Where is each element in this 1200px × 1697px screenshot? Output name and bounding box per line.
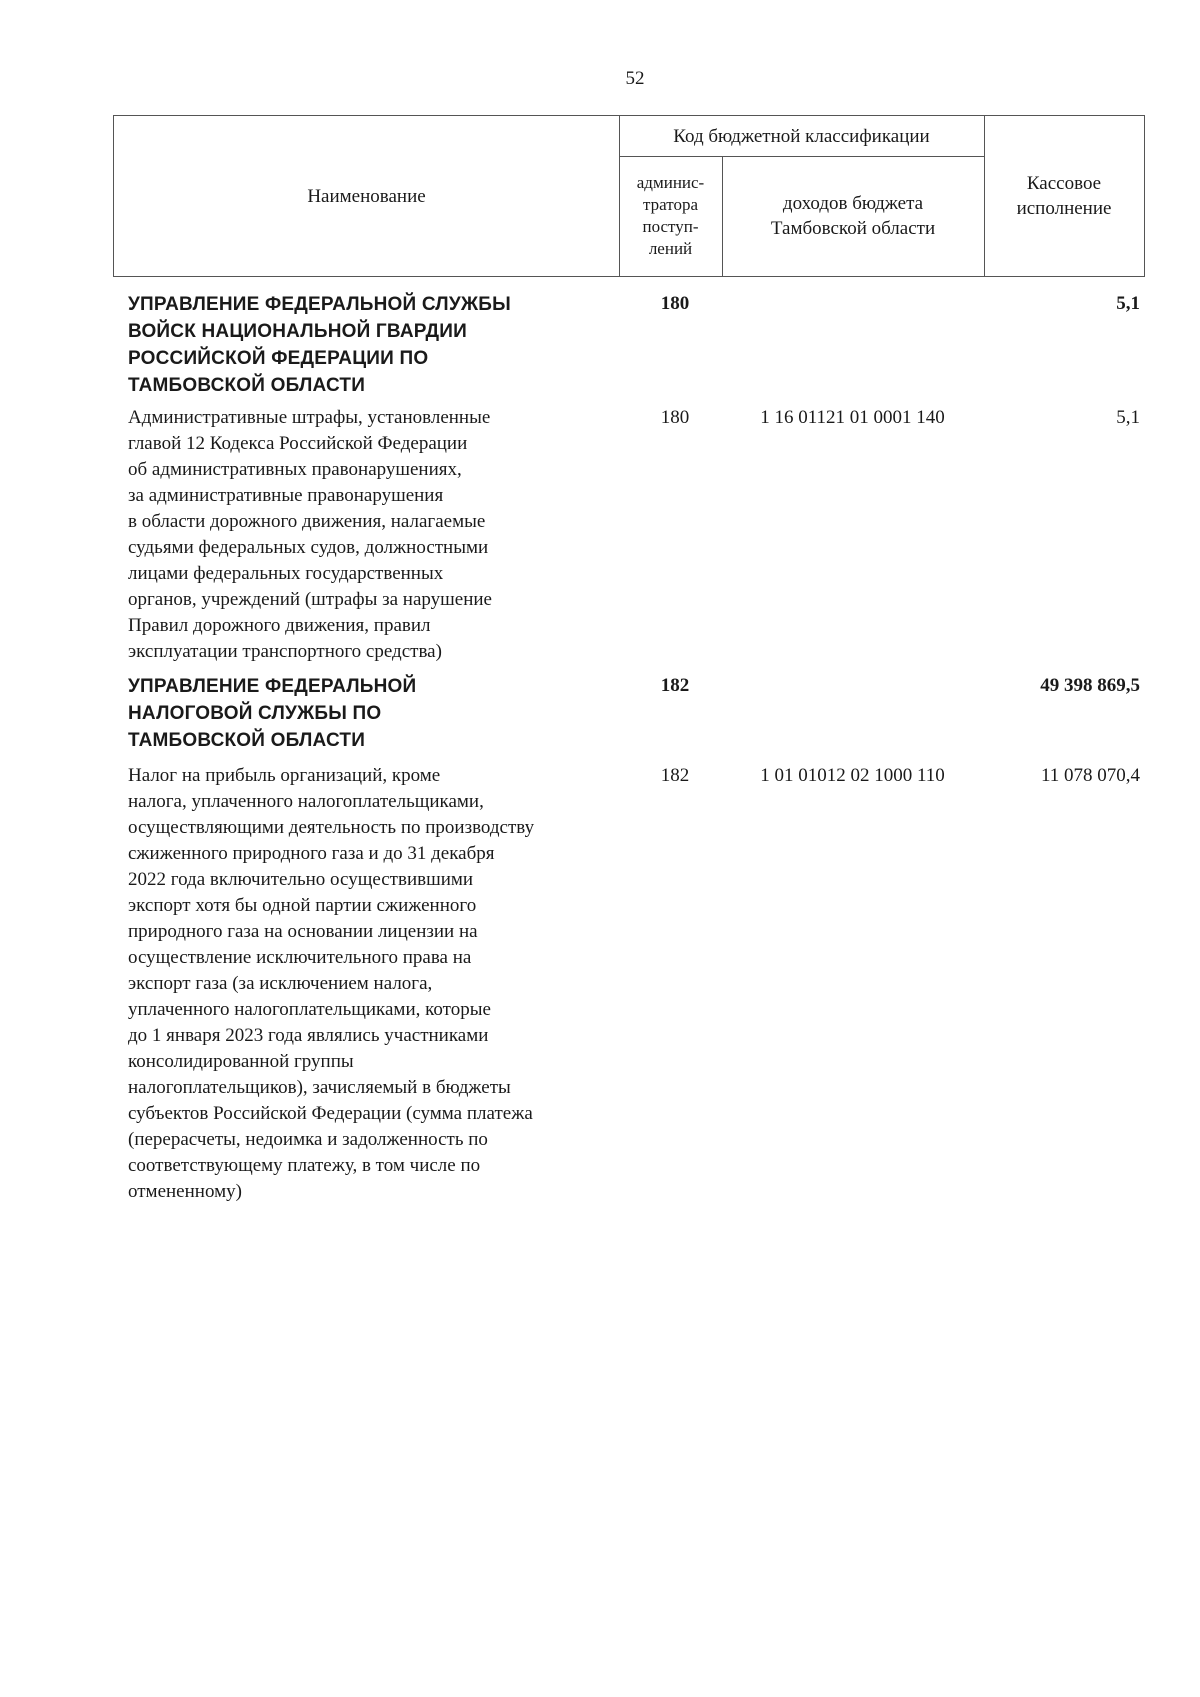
- item-description: [128, 763, 618, 1205]
- cash-amount: 11 078 070,4: [1040, 765, 1140, 786]
- name-line: судьями федеральных судов, должностными: [128, 537, 489, 558]
- name-line: сжиженного природного газа и до 31 декабря: [128, 843, 495, 864]
- name-line: экспорт газа (за исключением налога,: [128, 973, 433, 994]
- header-cash-cell: [984, 116, 1144, 276]
- name-line: Налог на прибыль организаций, кроме: [128, 765, 441, 786]
- header-admin-line: админис-: [636, 173, 705, 192]
- name-line: до 1 января 2023 года являлись участниками: [128, 1025, 489, 1046]
- header-income-line: доходов бюджета: [782, 193, 924, 214]
- name-line: экспорт хотя бы одной партии сжиженного: [128, 895, 477, 916]
- name-line: УПРАВЛЕНИЕ ФЕДЕРАЛЬНОЙ СЛУЖБЫ: [128, 294, 511, 315]
- header-cash-line: Кассовое: [1026, 173, 1102, 194]
- header-income-line: Тамбовской области: [770, 218, 936, 239]
- name-line: ТАМБОВСКОЙ ОБЛАСТИ: [128, 730, 366, 751]
- name-line: консолидированной группы: [128, 1051, 354, 1072]
- header-name: Наименование: [307, 185, 426, 207]
- name-line: уплаченного налогоплательщиками, которые: [128, 999, 491, 1020]
- header-income-cell: [722, 156, 984, 276]
- name-line: НАЛОГОВОЙ СЛУЖБЫ ПО: [128, 703, 382, 724]
- name-line: отмененному): [128, 1181, 242, 1202]
- name-line: эксплуатации транспортного средства): [128, 641, 442, 662]
- budget-code: 1 01 01012 02 1000 110: [760, 765, 945, 786]
- cash-amount: 5,1: [1116, 407, 1140, 428]
- admin-code: 180: [660, 293, 690, 314]
- name-line: главой 12 Кодекса Российской Федерации: [128, 433, 468, 454]
- name-line: Административные штрафы, установленные: [128, 407, 491, 428]
- admin-code: 182: [660, 675, 690, 696]
- name-line: природного газа на основании лицензии на: [128, 921, 478, 942]
- name-line: об административных правонарушениях,: [128, 459, 462, 480]
- header-code-group: Код бюджетной классификации: [673, 125, 930, 147]
- name-line: налога, уплаченного налогоплательщиками,: [128, 791, 484, 812]
- header-code-group-cell: [619, 116, 984, 156]
- name-line: Правил дорожного движения, правил: [128, 615, 431, 636]
- admin-code: 180: [660, 407, 690, 428]
- budget-code: 1 16 01121 01 0001 140: [760, 407, 945, 428]
- header-cash-line: исполнение: [1016, 198, 1112, 219]
- name-line: лицами федеральных государственных: [128, 563, 444, 584]
- name-line: ВОЙСК НАЦИОНАЛЬНОЙ ГВАРДИИ: [128, 321, 467, 342]
- name-line: налогоплательщиков), зачисляемый в бюджеты: [128, 1077, 511, 1098]
- name-line: осуществляющими деятельность по производству: [128, 817, 535, 838]
- name-line: УПРАВЛЕНИЕ ФЕДЕРАЛЬНОЙ: [128, 676, 417, 697]
- agency-name: [128, 291, 618, 399]
- header-admin-line: тратора: [643, 195, 698, 214]
- name-line: осуществление исключительного права на: [128, 947, 472, 968]
- item-description: [128, 405, 618, 665]
- name-line: (перерасчеты, недоимка и задолженность по: [128, 1129, 488, 1150]
- cash-amount: 49 398 869,5: [1040, 675, 1140, 696]
- name-line: 2022 года включительно осуществившими: [128, 869, 474, 890]
- name-line: в области дорожного движения, налагаемые: [128, 511, 486, 532]
- header-admin-line: поступ-: [642, 217, 699, 236]
- name-line: соответствующему платежу, в том числе по: [128, 1155, 481, 1176]
- page-number: 52: [625, 68, 645, 89]
- name-line: за административные правонарушения: [128, 485, 444, 506]
- cash-amount: 5,1: [1116, 293, 1140, 314]
- admin-code: 182: [660, 765, 690, 786]
- name-line: ТАМБОВСКОЙ ОБЛАСТИ: [128, 375, 366, 396]
- name-line: органов, учреждений (штрафы за нарушение: [128, 589, 492, 610]
- table-header: [113, 115, 1145, 277]
- header-name-cell: [114, 116, 619, 276]
- name-line: РОССИЙСКОЙ ФЕДЕРАЦИИ ПО: [128, 348, 429, 369]
- header-admin-line: лений: [648, 239, 693, 258]
- agency-name: [128, 673, 618, 754]
- header-admin-cell: [619, 156, 722, 276]
- name-line: субъектов Российской Федерации (сумма платежа: [128, 1103, 533, 1124]
